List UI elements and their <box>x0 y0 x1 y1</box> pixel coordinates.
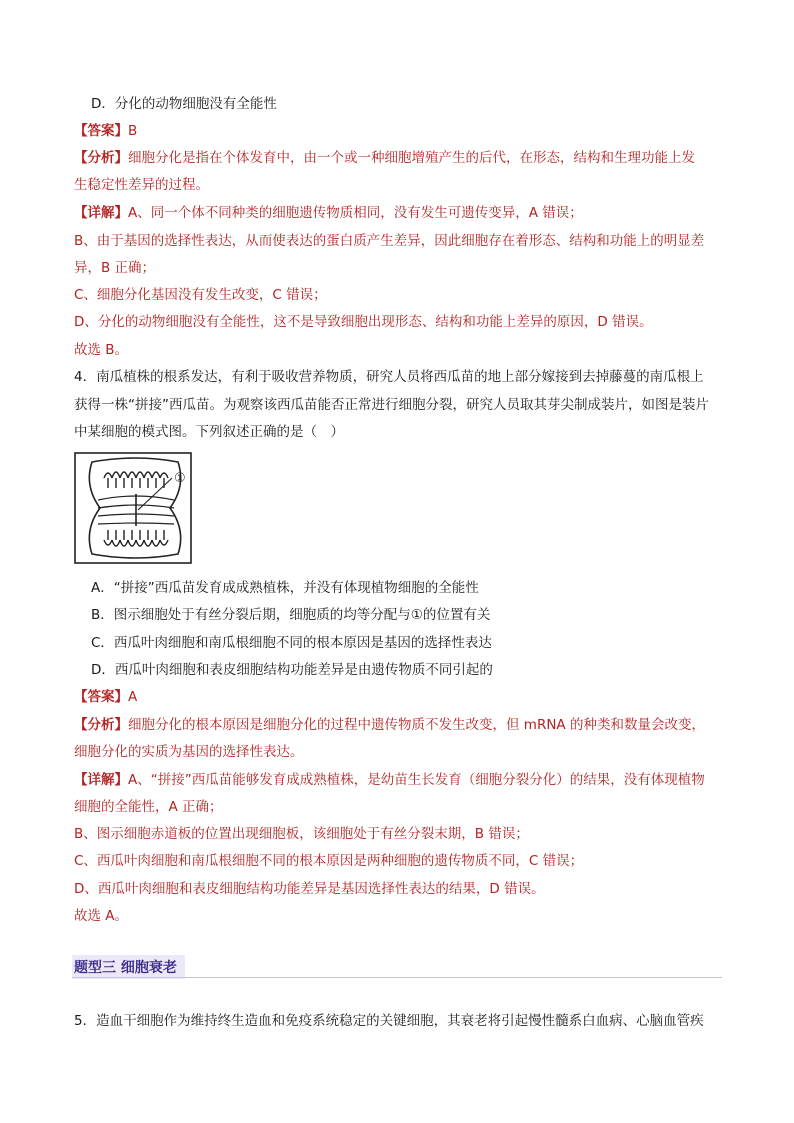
section-heading: 题型三 细胞衰老 <box>72 955 185 979</box>
q3-analysis-line-2: 生稳定性差异的过程。 <box>74 177 209 193</box>
analysis-tag: 【分析】 <box>74 150 128 166</box>
figure-label: ① <box>174 471 186 486</box>
q4-analysis-line-2: 细胞分化的实质为基因的选择性表达。 <box>74 744 304 760</box>
cell-diagram <box>74 452 194 565</box>
q4-detail-c: C、西瓜叶肉细胞和南瓜根细胞不同的根本原因是两种细胞的遗传物质不同，C 错误； <box>74 853 584 869</box>
q3-detail-c: C、细胞分化基因没有发生改变，C 错误； <box>74 287 327 303</box>
q4-answer <box>74 688 137 706</box>
q5-stem-line-1: 5．造血干细胞作为维持终生造血和免疫系统稳定的关键细胞，其衰老将引起慢性髓系白血病、心脑血管疾 <box>74 1013 704 1029</box>
q4-stem-line-3: 中某细胞的模式图。下列叙述正确的是（ ） <box>74 424 344 440</box>
q4-detail-a-2: 细胞的全能性，A 正确； <box>74 799 223 815</box>
q3-answer <box>74 122 137 140</box>
detail-text: A、同一个体不同种类的细胞遗传物质相同，没有发生可遗传变异，A 错误； <box>128 205 583 221</box>
analysis-text: 细胞分化的根本原因是细胞分化的过程中遗传物质不发生改变，但 mRNA 的种类和数量会改变， <box>128 717 705 733</box>
answer-tag: 【答案】 <box>74 689 128 705</box>
q3-conclusion: 故选 B。 <box>74 342 129 358</box>
q4-analysis-line-1 <box>74 716 705 734</box>
answer-value: B <box>128 123 138 139</box>
q4-option-a: A．“拼接”西瓜苗发育成成熟植株，并没有体现植物细胞的全能性 <box>91 580 479 596</box>
detail-tag: 【详解】 <box>74 772 128 788</box>
section-divider <box>72 977 722 978</box>
q4-option-d: D．西瓜叶肉细胞和表皮细胞结构功能差异是由遗传物质不同引起的 <box>91 662 493 678</box>
detail-text: A、“拼接”西瓜苗能够发育成成熟植株，是幼苗生长发育（细胞分裂分化）的结果，没有体现植物 <box>128 772 705 788</box>
q3-detail-b-1: B、由于基因的选择性表达，从而使表达的蛋白质产生差异，因此细胞存在着形态、结构和功能上的明显差 <box>74 233 705 249</box>
q4-option-b: B．图示细胞处于有丝分裂后期，细胞质的均等分配与①的位置有关 <box>91 607 491 623</box>
analysis-tag: 【分析】 <box>74 717 128 733</box>
q3-analysis-line-1 <box>74 149 695 167</box>
q3-detail-d: D、分化的动物细胞没有全能性，这不是导致细胞出现形态、结构和功能上差异的原因，D 错误。 <box>74 314 653 330</box>
q3-option-d: D．分化的动物细胞没有全能性 <box>91 96 277 112</box>
q4-option-c: C．西瓜叶肉细胞和南瓜根细胞不同的根本原因是基因的选择性表达 <box>91 635 492 651</box>
q4-stem-line-2: 获得一株“拼接”西瓜苗。为观察该西瓜苗能否正常进行细胞分裂，研究人员取其芽尖制成装片，如图是装片 <box>74 397 709 413</box>
answer-value: A <box>128 689 138 705</box>
q4-detail-d: D、西瓜叶肉细胞和表皮细胞结构功能差异是基因选择性表达的结果，D 错误。 <box>74 881 545 897</box>
detail-tag: 【详解】 <box>74 205 128 221</box>
cell-division-figure <box>74 452 194 565</box>
q3-detail-a <box>74 204 583 222</box>
answer-tag: 【答案】 <box>74 123 128 139</box>
q4-stem-line-1: 4．南瓜植株的根系发达，有利于吸收营养物质，研究人员将西瓜苗的地上部分嫁接到去掉藤蔓的南瓜根上 <box>74 369 704 385</box>
analysis-text: 细胞分化是指在个体发育中，由一个或一种细胞增殖产生的后代，在形态，结构和生理功能上发 <box>128 150 695 166</box>
q3-detail-b-2: 异，B 正确； <box>74 260 156 276</box>
q4-detail-b: B、图示细胞赤道板的位置出现细胞板，该细胞处于有丝分裂末期，B 错误； <box>74 826 529 842</box>
q4-conclusion: 故选 A。 <box>74 908 129 924</box>
q4-detail-a-1 <box>74 771 705 789</box>
